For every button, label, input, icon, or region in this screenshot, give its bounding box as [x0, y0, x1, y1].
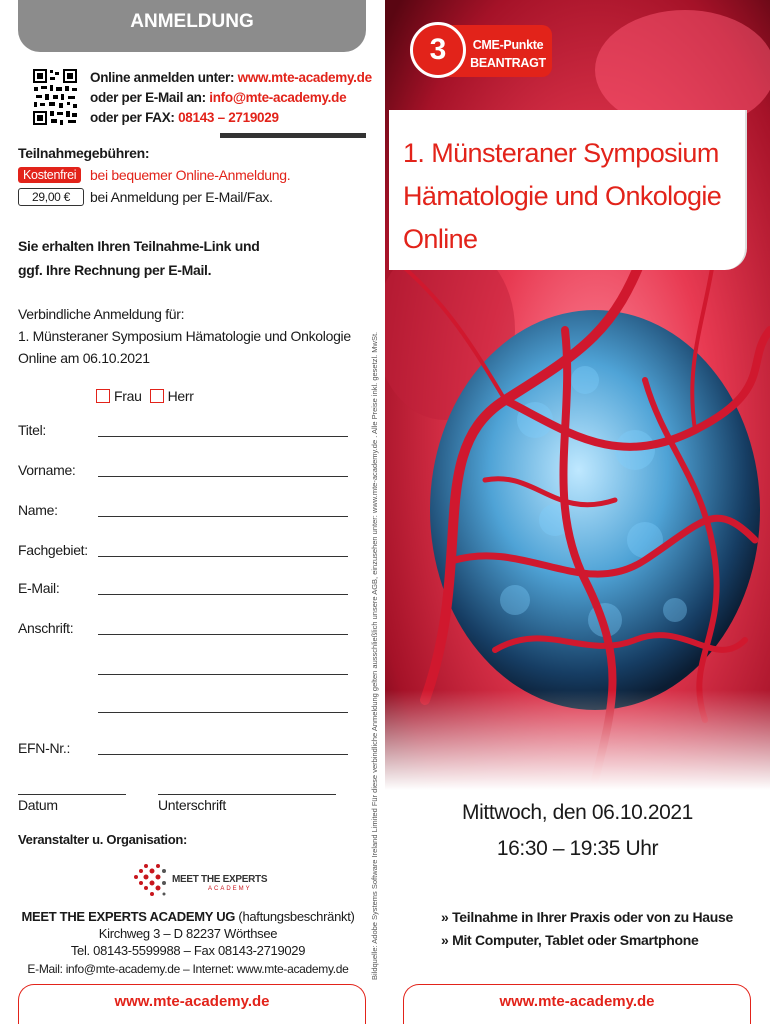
contact-block: Online anmelden unter: www.mte-academy.de oder per E-Mail an: info@mte-academy.de oder per FAX: 08143 – 2719029 — [90, 70, 372, 125]
vertical-legal-note: Bildquelle: Adobe Systems Software Ireland Limited Für diese verbindliche Anmeldung gelten ausschließlich unsere AGB, einzusehen unter: www.mte-academy.de . Alle Preise inkl. gesetzl. MwSt. — [370, 331, 379, 980]
title-box — [389, 110, 747, 270]
fax-number: 08143 – 2719029 — [178, 110, 279, 125]
fees-title: Teilnahmegebühren: — [18, 145, 150, 161]
mte-logo — [130, 857, 268, 903]
symposium-title: 1. Münsteraner Symposium Hämatologie und Onkologie Online — [403, 138, 722, 254]
date-line[interactable] — [18, 794, 126, 795]
list-item: » Mit Computer, Tablet oder Smartphone — [441, 932, 699, 948]
feature-list — [441, 906, 733, 952]
signature-line[interactable] — [158, 794, 336, 795]
cme-label: CME-Punkte BEANTRAGT — [470, 38, 546, 70]
registration-panel: ANMELDUNG Online anmelden unter: www.mte-academy.de oder per E-Mail an: info@mte-academy.de oder per FAX: 08143 – 2719029 Teilnahmegebühren: Kostenfrei bei bequemer Online-Anmeldung. 29,00 € bei Anmeldung per E-Mail/Fax. Sie erhalten Ihren Teilnahme-Link und ggf. Ihre Rechnung per E-Mail. Verbindliche Anmeldung für: 1. Münsteraner Symposium Hämatologie und Onkologie Online am 06.10.2021 Frau Herr Titel: Vorname: Name: Fachgebiet: E-Mail: Anschrift: EFN-Nr.: Datum Unterschrift Veranstalter u. Organisation: MEET THE EXPERTS ACADEMY MEET THE EXPERTS ACADEMY UG (haftungsbeschränkt) Kirchweg 3 – D 82237 Wörthsee Tel. 08143-5599988 – Fax 08143-2719029 E-Mail: info@mte-academy.de – Internet: www.mte-academy.de www.mte-academy.de Bildquelle: Adobe Systems Software Ireland Limited Für diese verbindliche Anmeldung gelten ausschließlich unsere AGB, einzusehen unter: www.mte-academy.de . Alle Preise inkl. gesetzl. MwSt. — [0, 0, 385, 1024]
signature-label: Unterschrift — [158, 797, 226, 813]
free-text: bei bequemer Online-Anmeldung. — [90, 167, 291, 183]
event-date: Mittwoch, den 06.10.2021 16:30 – 19:35 Uhr — [462, 801, 693, 860]
checkbox-herr[interactable] — [150, 389, 164, 403]
divider — [220, 133, 366, 138]
info-text: Sie erhalten Ihren Teilnahme-Link und ggf. Ihre Rechnung per E-Mail. — [18, 238, 260, 278]
organizer-contact: E-Mail: info@mte-academy.de – Internet: www.mte-academy.de — [27, 962, 349, 976]
website-link[interactable]: www.mte-academy.de — [237, 70, 372, 85]
free-badge: Kostenfrei — [18, 167, 81, 183]
footer-url-left[interactable]: www.mte-academy.de — [18, 984, 366, 1024]
logo-subtext: ACADEMY — [208, 886, 252, 892]
list-item: » Teilnahme in Ihrer Praxis oder von zu Hause — [441, 909, 734, 925]
logo-text: MEET THE EXPERTS — [172, 874, 268, 885]
cme-points-number: 3 — [410, 22, 466, 78]
salutation-options: Frau Herr — [96, 388, 194, 404]
footer-url-right[interactable]: www.mte-academy.de — [403, 984, 751, 1024]
date-label: Datum — [18, 797, 58, 813]
registration-header: ANMELDUNG — [18, 0, 366, 52]
organizer-address: MEET THE EXPERTS ACADEMY UG (haftungsbeschränkt) Kirchweg 3 – D 82237 Wörthsee Tel. 08143-5599988 – Fax 08143-2719029 — [21, 909, 355, 958]
organizer-label: Veranstalter u. Organisation: — [18, 832, 188, 847]
checkbox-frau[interactable] — [96, 389, 110, 403]
binding-registration: Verbindliche Anmeldung für: 1. Münsteraner Symposium Hämatologie und Onkologie Online am 06.10.2021 — [18, 306, 351, 366]
price-badge: 29,00 € — [18, 188, 84, 206]
price-text: bei Anmeldung per E-Mail/Fax. — [90, 189, 273, 205]
hero-image — [385, 0, 770, 790]
cover-panel — [385, 0, 770, 1024]
qr-code-icon[interactable] — [32, 68, 78, 126]
email-link[interactable]: info@mte-academy.de — [209, 90, 347, 105]
